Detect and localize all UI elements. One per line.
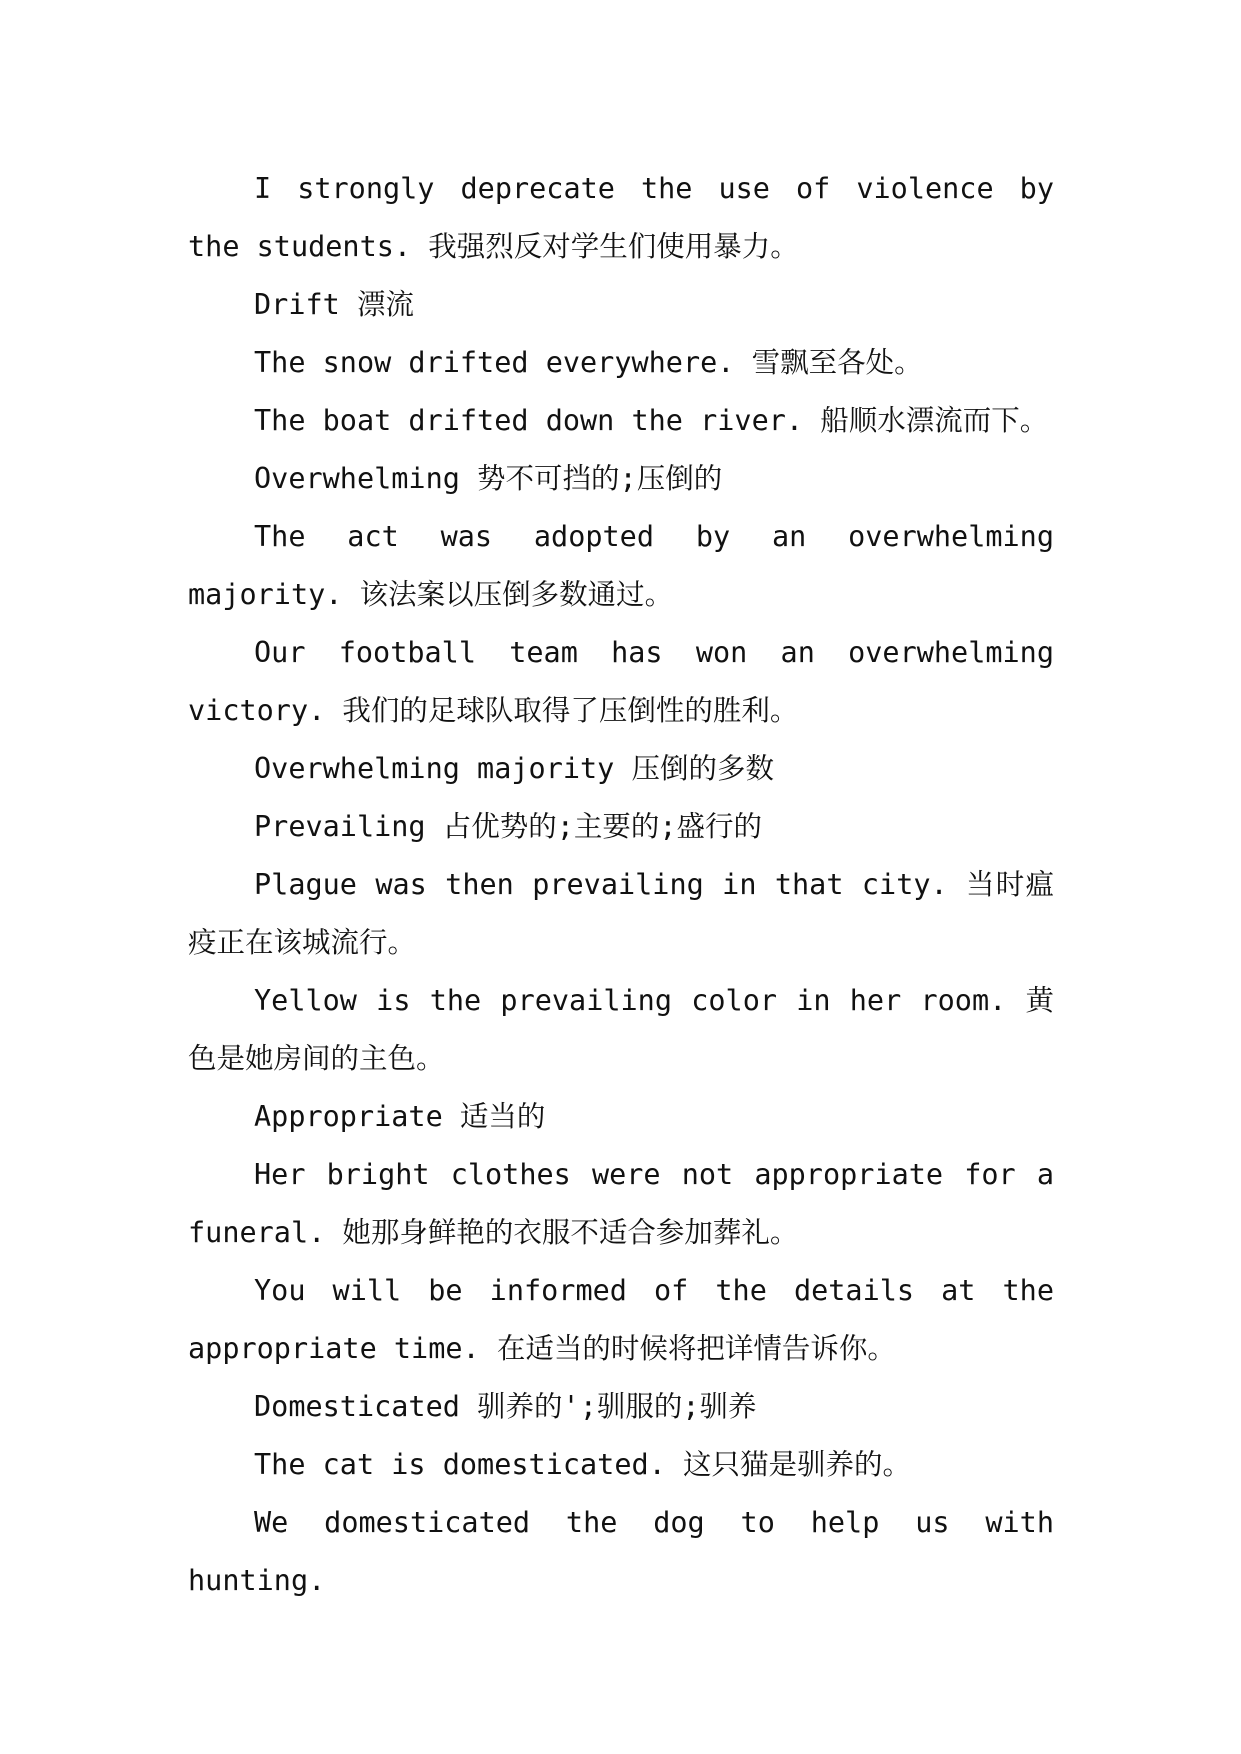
heading-prevailing: Prevailing 占优势的;主要的;盛行的	[254, 810, 763, 843]
document-body	[188, 160, 1054, 1610]
paragraph-drift-example-1: The snow drifted everywhere. 雪飘至各处。	[254, 346, 923, 379]
heading-overwhelming-majority: Overwhelming majority 压倒的多数	[254, 752, 774, 785]
heading-domesticated: Domesticated 驯养的';驯服的;驯养	[254, 1390, 757, 1423]
paragraph-drift-example-2: The boat drifted down the river. 船顺水漂流而下。	[254, 404, 1049, 437]
paragraph-deprecate-example: I strongly deprecate the use of violence by the students. 我强烈反对学生们使用暴力。	[188, 172, 1054, 263]
paragraph-appropriate-example-1: Her bright clothes were not appropriate for a funeral. 她那身鲜艳的衣服不适合参加葬礼。	[188, 1158, 1054, 1249]
paragraph-appropriate-example-2: You will be informed of the details at the appropriate time. 在适当的时候将把详情告诉你。	[188, 1274, 1054, 1365]
paragraph-domesticated-example-1: The cat is domesticated. 这只猫是驯养的。	[254, 1448, 911, 1481]
paragraph-overwhelming-example-1: The act was adopted by an overwhelming majority. 该法案以压倒多数通过。	[188, 520, 1054, 611]
heading-appropriate: Appropriate 适当的	[254, 1100, 546, 1133]
paragraph-overwhelming-example-2: Our football team has won an overwhelming victory. 我们的足球队取得了压倒性的胜利。	[188, 636, 1054, 727]
heading-overwhelming: Overwhelming 势不可挡的;压倒的	[254, 462, 723, 495]
paragraph-domesticated-example-2: We domesticated the dog to help us with hunting.	[188, 1506, 1054, 1597]
paragraph-prevailing-example-2: Yellow is the prevailing color in her room. 黄色是她房间的主色。	[188, 984, 1054, 1075]
heading-drift: Drift 漂流	[254, 288, 414, 321]
paragraph-prevailing-example-1: Plague was then prevailing in that city. 当时瘟疫正在该城流行。	[188, 868, 1054, 959]
